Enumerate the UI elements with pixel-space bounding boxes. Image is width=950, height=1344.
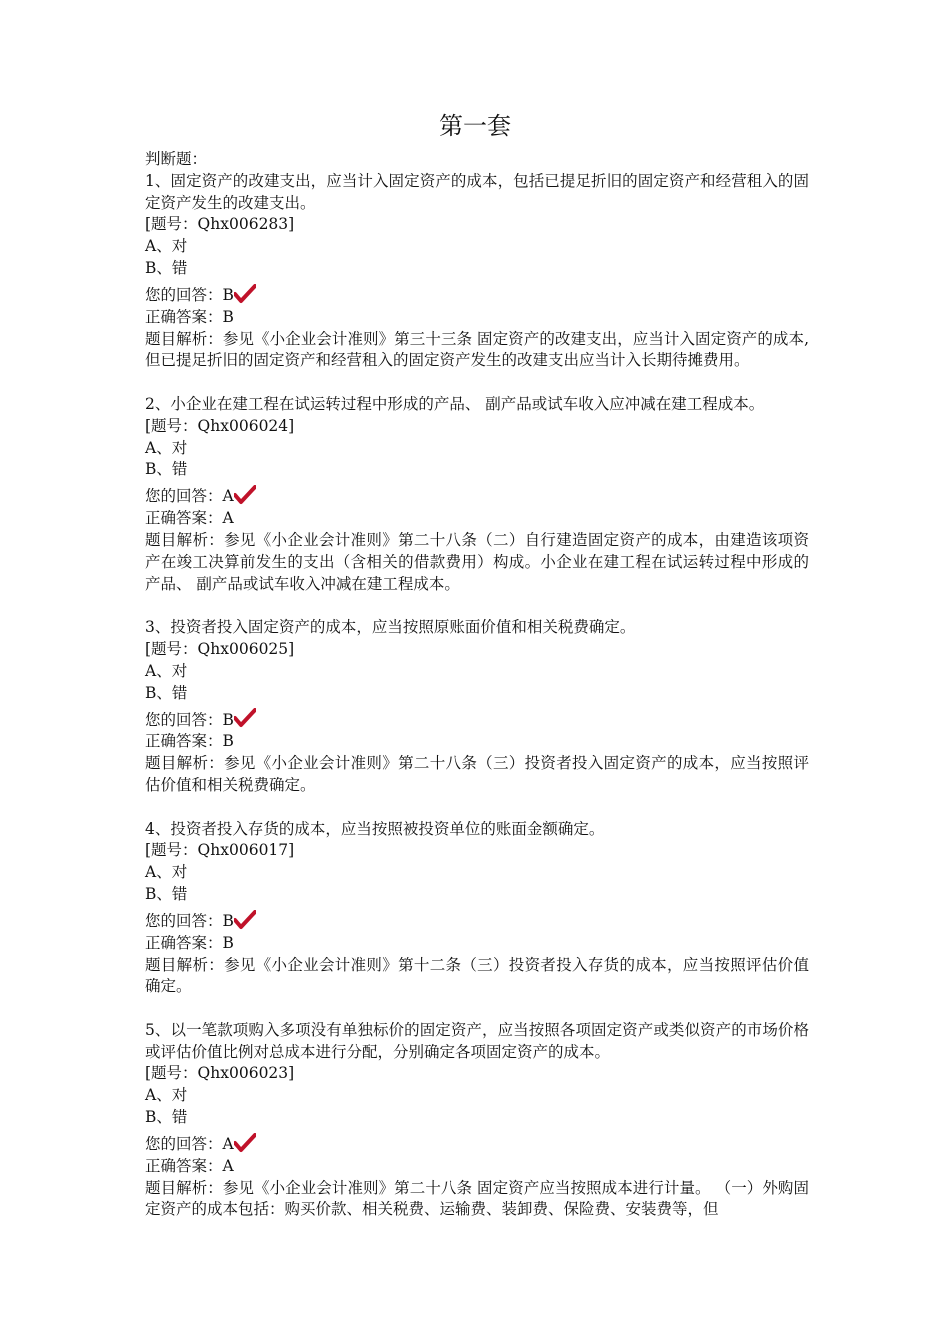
check-mark-icon: [234, 708, 256, 728]
answer-analysis: 题目解析：参见《小企业会计准则》第三十三条 固定资产的改建支出，应当计入固定资产的成本,但已提足折旧的固定资产和经营租入的固定资产发生的改建支出应当计入长期待摊费用。: [145, 329, 809, 370]
question-code: [题号：Qhx006023]: [145, 1064, 295, 1083]
option-a: A、对: [145, 863, 188, 882]
your-answer-row: [145, 906, 809, 933]
your-answer: 您的回答：B: [145, 911, 234, 930]
correct-answer: 正确答案：A: [145, 1156, 234, 1175]
option-b: B、错: [145, 884, 188, 903]
answer-analysis: 题目解析：参见《小企业会计准则》第十二条（三）投资者投入存货的成本，应当按照评估价值确定。: [145, 955, 809, 996]
your-answer: 您的回答：A: [145, 1135, 234, 1154]
correct-answer: 正确答案：A: [145, 509, 234, 528]
check-mark-icon: [234, 485, 256, 505]
question-code: [题号：Qhx006283]: [145, 215, 295, 234]
question-stem: 4、投资者投入存货的成本，应当按照被投资单位的账面金额确定。: [145, 819, 605, 838]
answer-analysis: 题目解析：参见《小企业会计准则》第二十八条 固定资产应当按照成本进行计量。 （一）外购固定资产的成本包括：购买价款、相关税费、运输费、装卸费、保险费、安装费等，但: [145, 1178, 809, 1219]
your-answer: 您的回答：B: [145, 710, 234, 729]
question-list: [145, 149, 809, 1243]
option-a: A、对: [145, 438, 188, 457]
question-2: [145, 394, 809, 595]
your-answer-row: [145, 1129, 809, 1156]
your-answer-row: [145, 704, 809, 731]
check-mark-icon: [234, 284, 256, 304]
option-a: A、对: [145, 661, 188, 680]
option-b: B、错: [145, 460, 188, 479]
question-4: [145, 819, 809, 999]
option-b: B、错: [145, 683, 188, 702]
question-stem: 1、固定资产的改建支出，应当计入固定资产的成本，包括已提足折旧的固定资产和经营租入的固定资产发生的改建支出。: [145, 171, 809, 212]
option-a: A、对: [145, 237, 188, 256]
answer-analysis: 题目解析：参见《小企业会计准则》第二十八条（二）自行建造固定资产的成本，由建造该项资产在竣工决算前发生的支出（含相关的借款费用）构成。小企业在建工程在试运转过程中形成的产品、 副产品或试车收入冲减在建工程成本。: [145, 530, 809, 593]
your-answer: 您的回答：B: [145, 285, 234, 304]
question-5: [145, 1020, 809, 1221]
option-b: B、错: [145, 1108, 188, 1127]
question-code: [题号：Qhx006017]: [145, 841, 295, 860]
correct-answer: 正确答案：B: [145, 307, 234, 326]
correct-answer: 正确答案：B: [145, 933, 234, 952]
question-code: [题号：Qhx006024]: [145, 416, 295, 435]
question-stem: 2、小企业在建工程在试运转过程中形成的产品、 副产品或试车收入应冲减在建工程成本。: [145, 394, 765, 413]
your-answer: 您的回答：A: [145, 487, 234, 506]
question-3: [145, 617, 809, 797]
section-label: 判断题：: [145, 150, 208, 168]
option-b: B、错: [145, 258, 188, 277]
question-stem: 3、投资者投入固定资产的成本，应当按照原账面价值和相关税费确定。: [145, 618, 636, 637]
correct-answer: 正确答案：B: [145, 732, 234, 751]
page-title: 第一套: [439, 112, 511, 140]
question-code: [题号：Qhx006025]: [145, 639, 295, 658]
your-answer-row: [145, 280, 809, 307]
your-answer-row: [145, 481, 809, 508]
check-mark-icon: [234, 1133, 256, 1153]
check-mark-icon: [234, 910, 256, 930]
question-stem: 5、以一笔款项购入多项没有单独标价的固定资产，应当按照各项固定资产或类似资产的市场价格或评估价值比例对总成本进行分配，分别确定各项固定资产的成本。: [145, 1020, 809, 1061]
option-a: A、对: [145, 1086, 188, 1105]
question-1: [145, 171, 809, 372]
answer-analysis: 题目解析：参见《小企业会计准则》第二十八条（三）投资者投入固定资产的成本，应当按照评估价值和相关税费确定。: [145, 754, 809, 794]
